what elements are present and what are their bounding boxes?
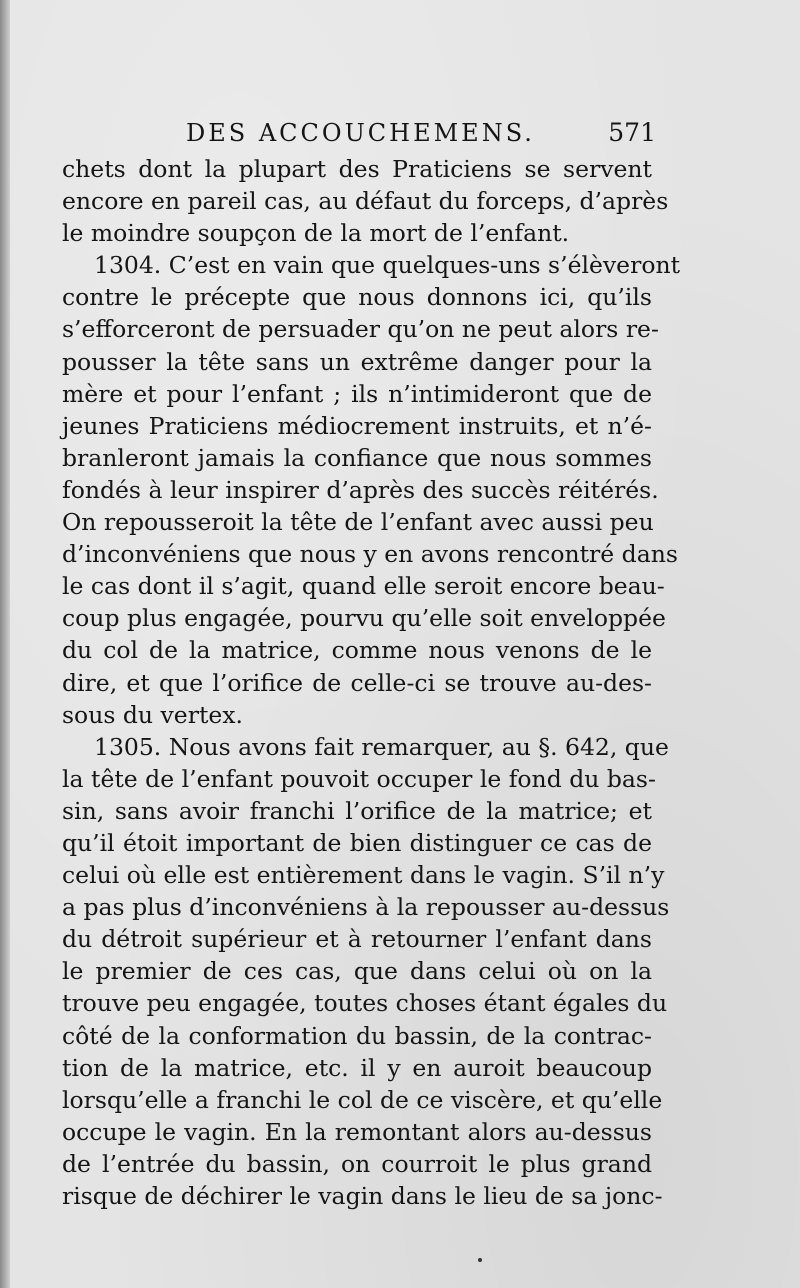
text-line: sous du vertex. — [62, 700, 244, 729]
text-line: qu’il étoit important de bien distinguer ce cas de — [62, 828, 652, 857]
text-line: a pas plus d’inconvéniens à la repousser au-dessus — [62, 893, 670, 922]
text-line: On repousseroit la tête de l’enfant avec aussi peu — [62, 508, 654, 537]
page-header — [186, 116, 656, 150]
text-line: sin, sans avoir franchi l’orifice de la matrice; et — [62, 796, 652, 825]
text-line: s’efforceront de persuader qu’on ne peut alors re- — [62, 315, 659, 344]
text-line: le cas dont il s’agit, quand elle seroit encore beau- — [62, 572, 665, 601]
text-line: branleront jamais la confiance que nous sommes — [62, 443, 652, 472]
body-text — [62, 153, 681, 1212]
text-line: lorsqu’elle a franchi le col de ce viscère, et qu’elle — [62, 1085, 663, 1114]
text-line: du détroit supérieur et à retourner l’enfant dans — [62, 925, 652, 954]
text-line: la tête de l’enfant pouvoit occuper le fond du bas- — [62, 764, 656, 793]
page-number: 571 — [608, 118, 656, 147]
text-line: fondés à leur inspirer d’après des succès réitérés. — [62, 475, 659, 504]
paper-speck — [478, 1258, 482, 1262]
text-line: le premier de ces cas, que dans celui où on la — [62, 957, 652, 986]
page-binding-edge — [0, 0, 10, 1288]
text-line: coup plus engagée, pourvu qu’elle soit enveloppée — [62, 604, 666, 633]
text-line: de l’entrée du bassin, on courroit le plus grand — [62, 1149, 652, 1178]
running-title: DES ACCOUCHEMENS. — [186, 119, 535, 147]
paragraph-1304-start: 1304. C’est en vain que quelques-uns s’élèveront — [94, 251, 681, 280]
text-line: dire, et que l’orifice de celle-ci se trouve au-des- — [62, 668, 652, 697]
text-line: celui où elle est entièrement dans le vagin. S’il n’y — [62, 861, 665, 890]
text-line: trouve peu engagée, toutes choses étant égales du — [62, 989, 668, 1018]
text-line: côté de la conformation du bassin, de la contrac- — [62, 1021, 652, 1050]
text-line: contre le précepte que nous donnons ici, qu’ils — [62, 283, 652, 312]
text-line: jeunes Praticiens médiocrement instruits, et n’é- — [62, 411, 652, 440]
text-line: du col de la matrice, comme nous venons de le — [62, 636, 652, 665]
text-line: d’inconvéniens que nous y en avons rencontré dans — [62, 540, 678, 569]
text-line: encore en pareil cas, au défaut du forceps, d’après — [62, 187, 669, 216]
paragraph-1305-start: 1305. Nous avons fait remarquer, au §. 642, que — [94, 732, 669, 761]
text-line: chets dont la plupart des Praticiens se servent — [62, 155, 652, 183]
text-line: risque de déchirer le vagin dans le lieu de sa jonc- — [62, 1182, 663, 1210]
text-line: tion de la matrice, etc. il y en auroit beaucoup — [62, 1053, 652, 1082]
text-line: occupe le vagin. En la remontant alors au-dessus — [62, 1117, 652, 1146]
text-line: mère et pour l’enfant ; ils n’intimideront que de — [62, 379, 652, 408]
text-line: pousser la tête sans un extrême danger pour la — [62, 347, 652, 376]
text-line: le moindre soupçon de la mort de l’enfant. — [62, 219, 570, 248]
